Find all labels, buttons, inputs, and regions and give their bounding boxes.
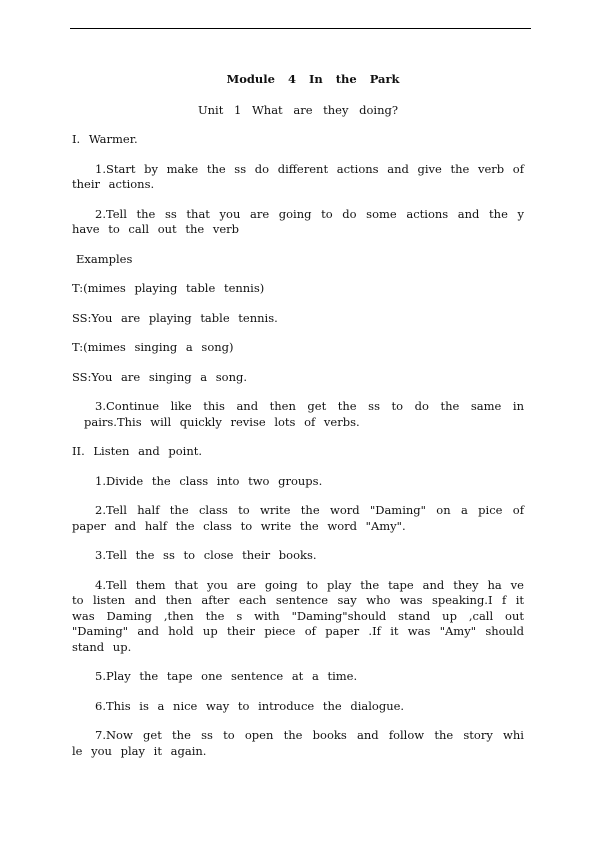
listen-step: 3.Tell the ss to close their books. (95, 548, 317, 562)
header-rule (70, 28, 531, 29)
example-line: T:(mimes playing table tennis) (72, 281, 265, 295)
warmer-step-2: 2.Tell the ss that you are going to do some actions and the y have to call out the verb (72, 206, 524, 236)
section-heading-listen: II. Listen and point. (72, 444, 203, 458)
listen-step: 2.Tell half the class to write the word "Daming" on a pice of paper and half the class to write the word "Amy". (72, 503, 524, 533)
warmer-step-1: 1.Start by make the ss do different actions and give the verb of their actions. (72, 161, 524, 191)
example-line: SS:You are singing a song. (72, 369, 248, 384)
section-heading-warmer: I. Warmer. (72, 132, 138, 146)
warmer-step-3: 3.Continue like this and then get the ss to do the same in pairs.This will quickly revise lots of verbs. (84, 399, 524, 429)
listen-step: 5.Play the tape one sentence at a time. (95, 669, 358, 683)
module-title: Module 4 In the Park (226, 72, 400, 86)
unit-subtitle: Unit 1 What are they doing? (197, 103, 399, 117)
examples-label: Examples (76, 251, 133, 266)
example-line: SS:You are playing table tennis. (72, 310, 278, 325)
listen-step: 6.This is a nice way to introduce the dialogue. (95, 698, 405, 713)
listen-step: 1.Divide the class into two groups. (95, 473, 323, 488)
listen-step: 7.Now get the ss to open the books and follow the story whi le you play it again. (72, 728, 524, 758)
document-body (72, 71, 524, 773)
listen-step: 4.Tell them that you are going to play the tape and they ha ve to listen and then after each sentence say who was speaking.I f it was Daming ,then the s with "Daming"should stand up ,call out "Daming" and hold up their piece of paper .If it was "Amy" should stand up. (72, 577, 524, 654)
example-line: T:(mimes singing a song) (72, 340, 234, 354)
